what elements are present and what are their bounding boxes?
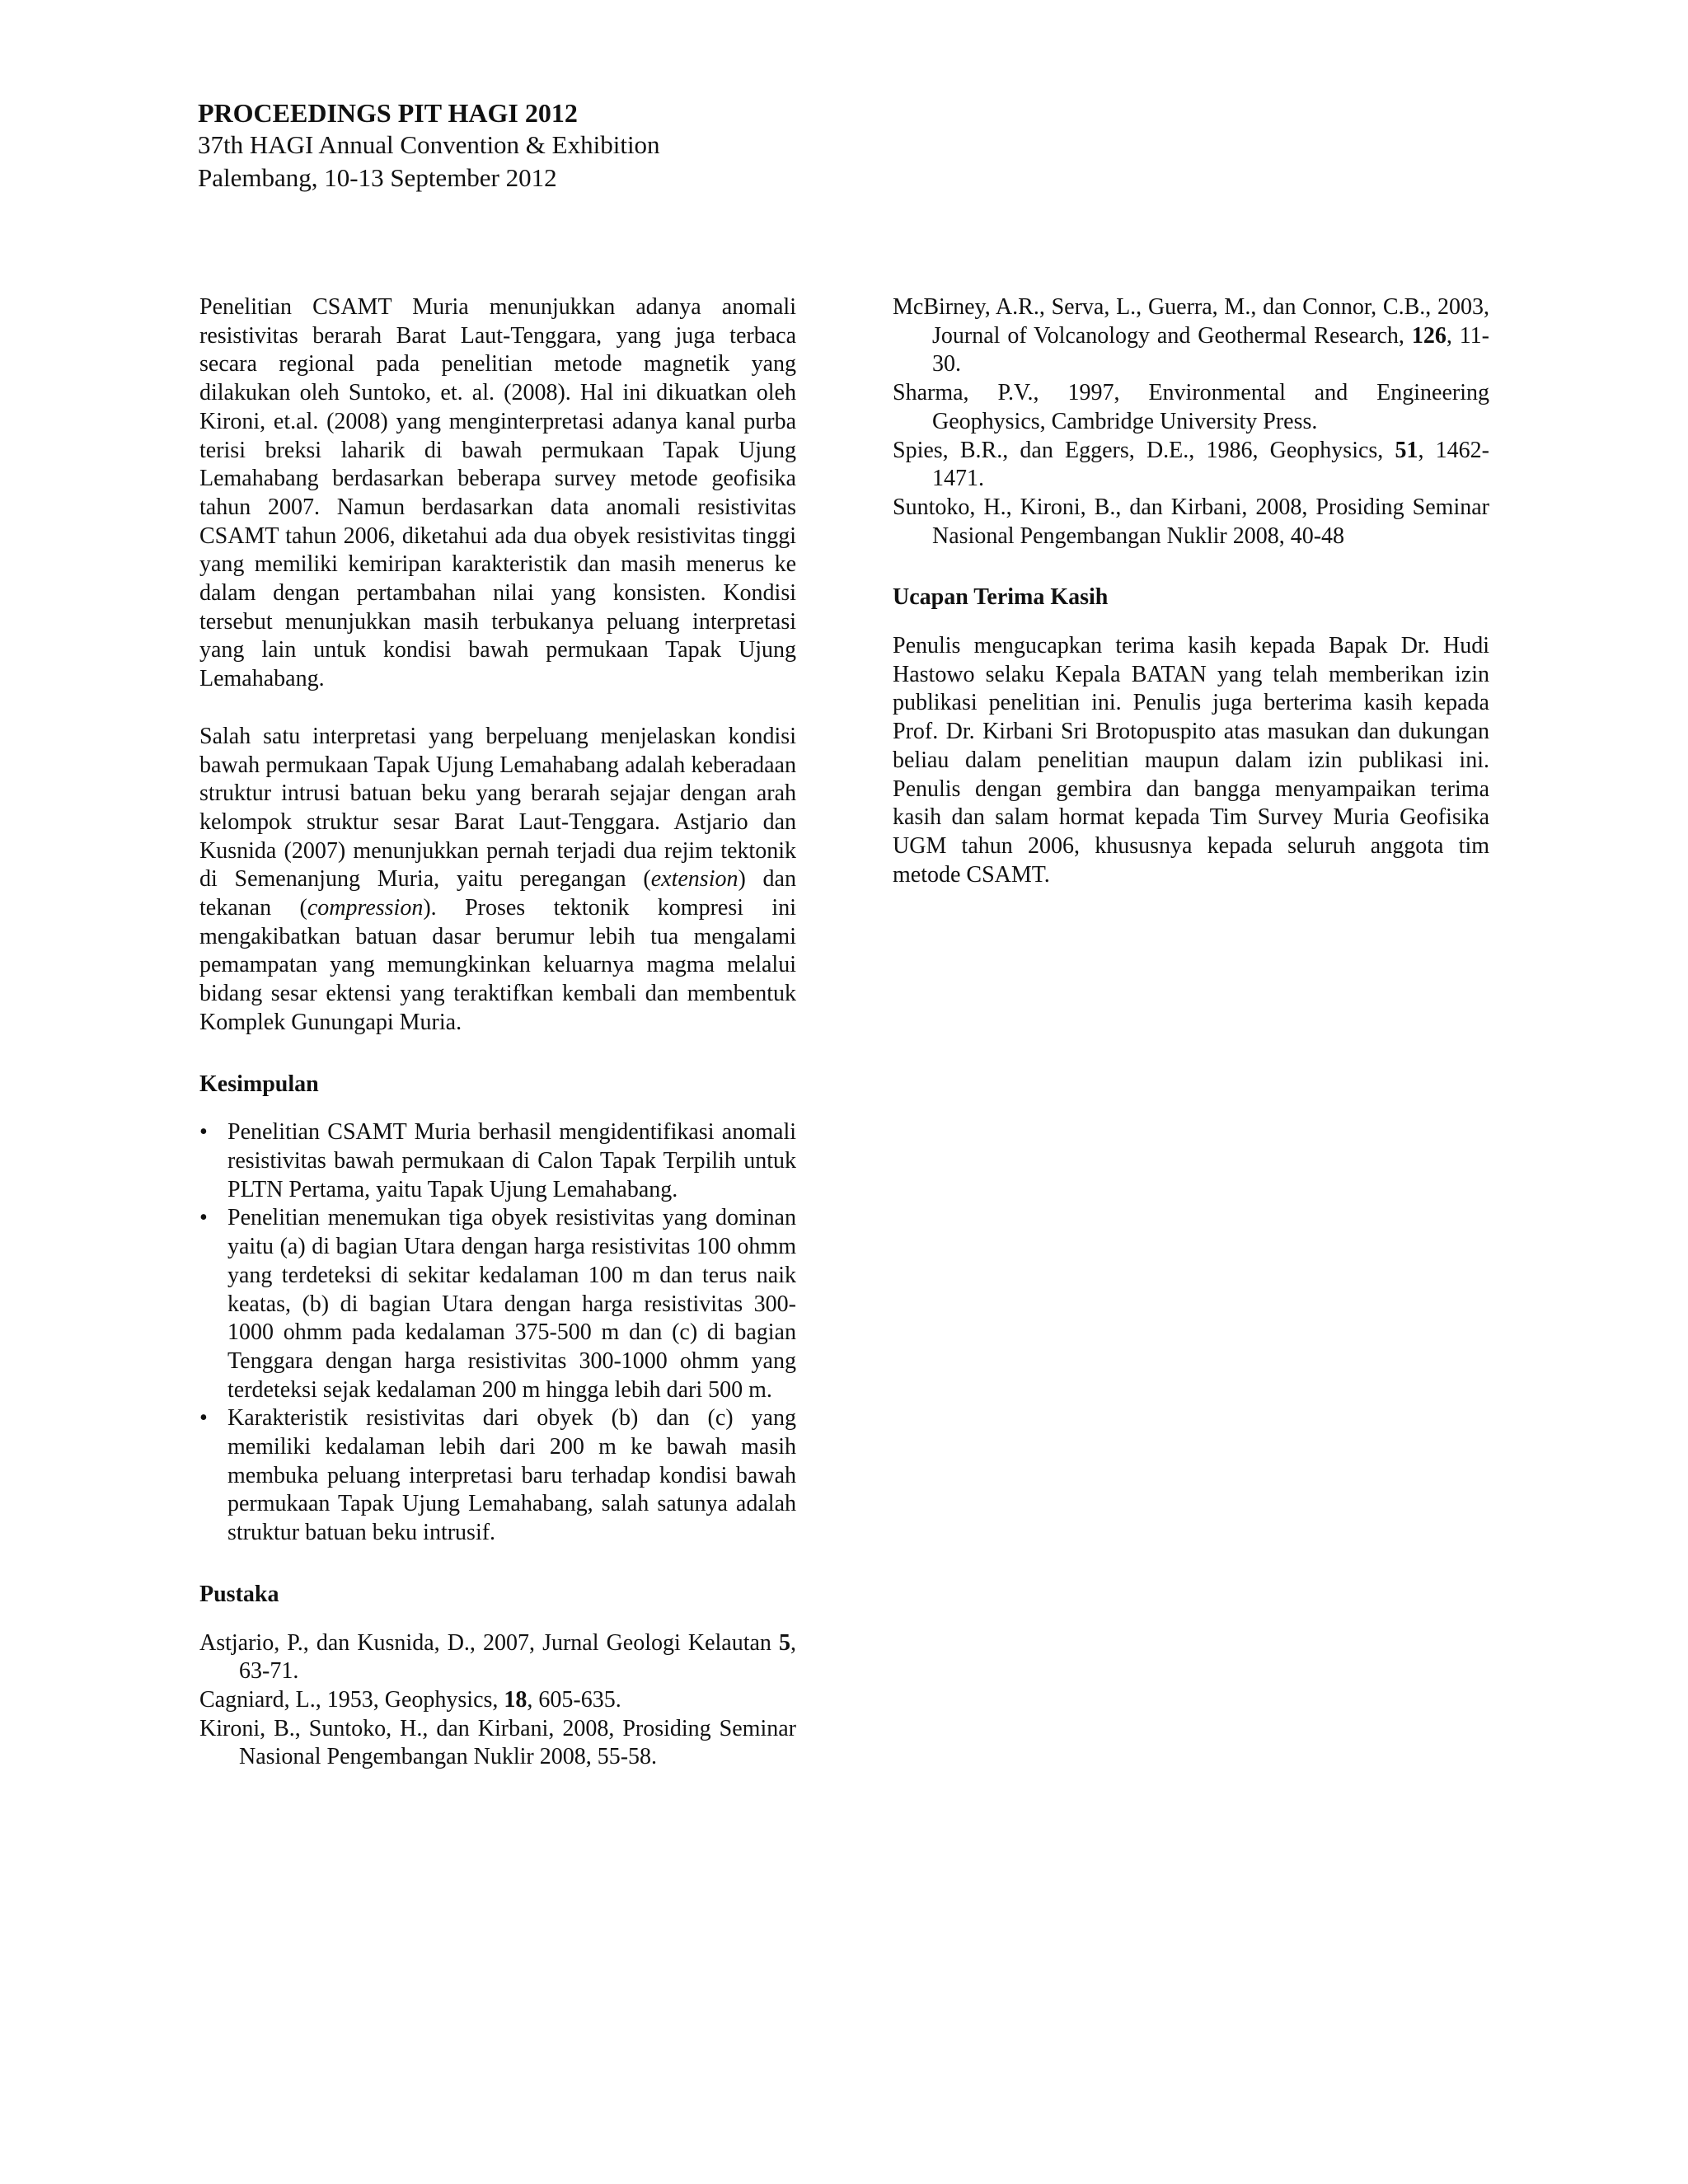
convention-name: 37th HAGI Annual Convention & Exhibition [198,130,660,159]
ref-volume: 18 [504,1686,528,1713]
reference-item [893,437,1489,494]
conclusion-item: • Penelitian menemukan tiga obyek resistivitas yang dominan yaitu (a) di bagian Utara dengan harga resistivitas 100 ohmm yang terdeteksi di sekitar kedalaman 100 m dan terus naik keatas, (b) di bagian Utara dengan harga resistivitas 300-1000 ohmm pada kedalaman 375-500 m dan (c) di bagian Tenggara dengan harga resistivitas 300-1000 ohmm yang terdeteksi sejak kedalaman 200 m hingga lebih dari 500 m. [199,1204,796,1404]
section-heading-pustaka: Pustaka [199,1581,279,1607]
reference-item [199,1715,796,1772]
reference-item [893,379,1489,436]
right-column [893,293,1489,889]
acknowledgement-paragraph: Penulis mengucapkan terima kasih kepada Bapak Dr. Hudi Hastowo selaku Kepala BATAN yang telah memberikan izin publikasi penelitian ini. Penulis juga berterima kasih kepada Prof. Dr. Kirbani Sri Brotopuspito atas masukan dan dukungan beliau dalam penelitian maupun dalam izin publikasi ini. Penulis dengan gembira dan bangga menyampaikan terima kasih dan salam hormat kepada Tim Survey Muria Geofisika UGM tahun 2006, khususnya kepada seluruh anggota tim metode CSAMT. [893,633,1489,888]
reference-list-continued [893,293,1489,551]
ref-volume: 5 [779,1629,790,1656]
reference-list [199,1629,796,1773]
ref-text: Sharma, P.V., 1997, Environmental and Engineering Geophysics, Cambridge University Press. [893,380,1489,434]
para2-text-c: ). Proses tektonik kompresi ini mengakibatkan batuan dasar berumur lebih tua mengalami pemampatan yang memungkinkan keluarnya magma melalui bidang sesar ektensi yang teraktifkan kembali dan membentuk Komplek Gunungapi Muria. [199,895,796,1035]
para2-term-compression: compression [307,895,424,921]
ref-text: Astjario, P., dan Kusnida, D., 2007, Jurnal Geologi Kelautan [199,1629,779,1656]
body-paragraph-2 [199,723,796,1038]
ref-volume: 126 [1411,322,1447,349]
left-column [199,293,796,1772]
conclusion-list [199,1118,796,1548]
reference-item [893,293,1489,379]
para2-text-b: ) dan tekanan ( [199,866,796,921]
ref-text: Suntoko, H., Kironi, B., dan Kirbani, 2008, Prosiding Seminar Nasional Pengembangan Nuklir 2008, 40-48 [893,494,1489,549]
reference-item [199,1686,796,1715]
ref-pages: , 1462-1471. [932,437,1489,492]
ref-pages: , 11-30. [932,322,1489,377]
convention-location-date: Palembang, 10-13 September 2012 [198,163,557,192]
proceedings-title: PROCEEDINGS PIT HAGI 2012 [198,98,578,128]
para2-term-extension: extension [650,866,738,893]
reference-item [893,494,1489,551]
ref-text: Kironi, B., Suntoko, H., dan Kirbani, 2008, Prosiding Seminar Nasional Pengembangan Nuklir 2008, 55-58. [199,1715,796,1770]
section-heading-kesimpulan: Kesimpulan [199,1071,319,1097]
page-header [198,97,660,194]
para2-text-a: Salah satu interpretasi yang berpeluang menjelaskan kondisi bawah permukaan Tapak Ujung Lemahabang adalah keberadaan struktur intrusi batuan beku yang berarah sejajar dengan arah kelompok struktur sesar Barat Laut-Tenggara. Astjario dan Kusnida (2007) menunjukkan pernah terjadi dua rejim tektonik di Semenanjung Muria, yaitu peregangan ( [199,723,796,893]
ref-pages: , 605-635. [527,1686,621,1713]
body-paragraph-1: Penelitian CSAMT Muria menunjukkan adanya anomali resistivitas berarah Barat Laut-Tenggara, yang juga terbaca secara regional pada penelitian metode magnetik yang dilakukan oleh Suntoko, et. al. (2008). Hal ini dikuatkan oleh Kironi, et.al. (2008) yang menginterpretasi adanya kanal purba terisi breksi laharik di bawah permukaan Tapak Ujung Lemahabang berdasarkan beberapa survey metode geofisika tahun 2007. Namun berdasarkan data anomali resistivitas CSAMT tahun 2006, diketahui ada dua obyek resistivitas tinggi yang memiliki kemiripan karakteristik dan masih menerus ke dalam dengan pertambahan nilai yang konsisten. Kondisi tersebut menunjukkan masih terbukanya peluang interpretasi yang lain untuk kondisi bawah permukaan Tapak Ujung Lemahabang. [199,294,796,692]
ref-volume: 51 [1395,437,1418,463]
ref-text: Spies, B.R., dan Eggers, D.E., 1986, Geophysics, [893,437,1395,463]
section-heading-acknowledgement: Ucapan Terima Kasih [893,584,1109,611]
reference-item [199,1629,796,1686]
ref-text: McBirney, A.R., Serva, L., Guerra, M., dan Connor, C.B., 2003, Journal of Volcanology and Geothermal Research, [893,294,1489,349]
conclusion-item: • Karakteristik resistivitas dari obyek (b) dan (c) yang memiliki kedalaman lebih dari 200 m ke bawah masih membuka peluang interpretasi baru terhadap kondisi bawah permukaan Tapak Ujung Lemahabang, salah satunya adalah struktur batuan beku intrusif. [199,1404,796,1548]
ref-text: Cagniard, L., 1953, Geophysics, [199,1686,504,1713]
ref-pages: , 63-71. [239,1629,796,1685]
conclusion-item: • Penelitian CSAMT Muria berhasil mengidentifikasi anomali resistivitas bawah permukaan di Calon Tapak Terpilih untuk PLTN Pertama, yaitu Tapak Ujung Lemahabang. [199,1118,796,1204]
